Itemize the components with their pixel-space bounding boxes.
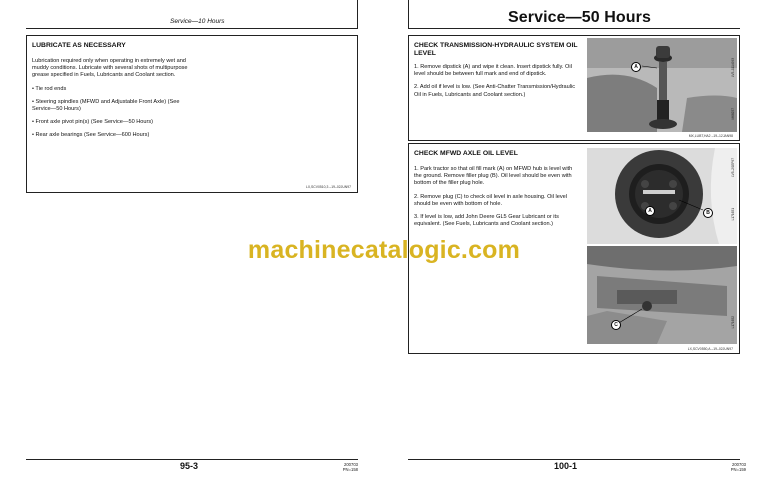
callout-a: A xyxy=(645,206,655,216)
page-pn xyxy=(731,462,746,472)
footer-rule xyxy=(408,459,740,460)
step-2: 2. Add oil if level is low. (See Anti-Chatter Transmission/Hydraulic Oil in Fuels, Lubricants and Coolant section.) xyxy=(414,84,576,98)
header-edge-rule xyxy=(357,0,358,28)
mfwd-hub-photo xyxy=(587,148,737,244)
header-rule xyxy=(408,28,740,29)
section-title: LUBRICATE AS NECESSARY xyxy=(32,42,126,49)
footer-code: 200703 xyxy=(344,462,358,467)
bullet-item: • Rear axle bearings (See Service—600 Hours) xyxy=(32,132,150,139)
section-title: CHECK MFWD AXLE OIL LEVEL xyxy=(414,150,518,157)
running-header: Service—10 Hours xyxy=(170,18,225,25)
bullet-item: • Tie rod ends xyxy=(32,85,67,92)
page-pn xyxy=(343,462,358,472)
hub-illustration xyxy=(587,148,737,244)
image-code: L171651 xyxy=(731,208,735,221)
reference-code: LX,SCV0550,A –19–02JUN97 xyxy=(687,347,733,351)
step-3: 3. If level is low, add John Deere GL5 Gear Lubricant or its equivalent. (See Fuels, Lubricants and Coolant section.) xyxy=(414,214,559,228)
image-code: LV5–2SEP97 xyxy=(731,158,735,177)
image-code: L171652 xyxy=(731,316,735,329)
reference-code: LX,SCV0510,3 –19–02JUN97 xyxy=(305,185,351,189)
lubricate-section xyxy=(26,35,358,193)
dipstick-illustration xyxy=(587,38,737,132)
step-1: 1. Park tractor so that oil fill mark (A) on MFWD hub is level with the ground. Remove filler plug (B). Oil level should be even with bottom of the filler plug hole. xyxy=(414,166,573,187)
callout-a: A xyxy=(631,62,641,72)
section-intro: Lubrication required only when operating in extremely wet and muddy conditions. Lubricate with several shots of multipurpose grease specified in Fuels, Lubricants and Coolant section. xyxy=(32,58,188,79)
pn-number: PN=158 xyxy=(342,467,358,472)
header-edge-rule xyxy=(408,0,409,28)
callout-c: C xyxy=(611,320,621,330)
bullet-item: • Front axle pivot pin(s) (See Service—50 Hours) xyxy=(32,119,154,126)
page-number: 95-3 xyxy=(180,461,199,471)
footer-code: 200703 xyxy=(732,462,746,467)
pn-number: PN=159 xyxy=(730,467,746,472)
dipstick-photo xyxy=(587,38,737,132)
footer-rule xyxy=(26,459,358,460)
callout-b: B xyxy=(703,208,713,218)
header-rule xyxy=(26,28,358,29)
watermark: machinecatalogic.com xyxy=(247,236,521,264)
step-2: 2. Remove plug (C) to check oil level in axle housing. Oil level should be even with bottom of hole. xyxy=(414,193,567,207)
step-1: 1. Remove dipstick (A) and wipe it clean. Insert dipstick fully. Oil level should be between full mark and end of dipstick. xyxy=(414,64,572,78)
bullet-item: • Steering spindles (MFWD and Adjustable Front Axle) (See Service—50 Hours) xyxy=(32,98,180,113)
transmission-section xyxy=(408,35,740,141)
image-code: M68257 xyxy=(731,108,735,120)
reference-code: MX,LUBT,HA2 –19–12JAN98 xyxy=(688,134,733,138)
section-title: CHECK TRANSMISSION-HYDRAULIC SYSTEM OIL LEVEL xyxy=(414,42,578,57)
page-number: 100-1 xyxy=(554,461,578,471)
image-code: LV5–1114993 xyxy=(731,58,735,78)
page-title: Service—50 Hours xyxy=(508,9,652,26)
